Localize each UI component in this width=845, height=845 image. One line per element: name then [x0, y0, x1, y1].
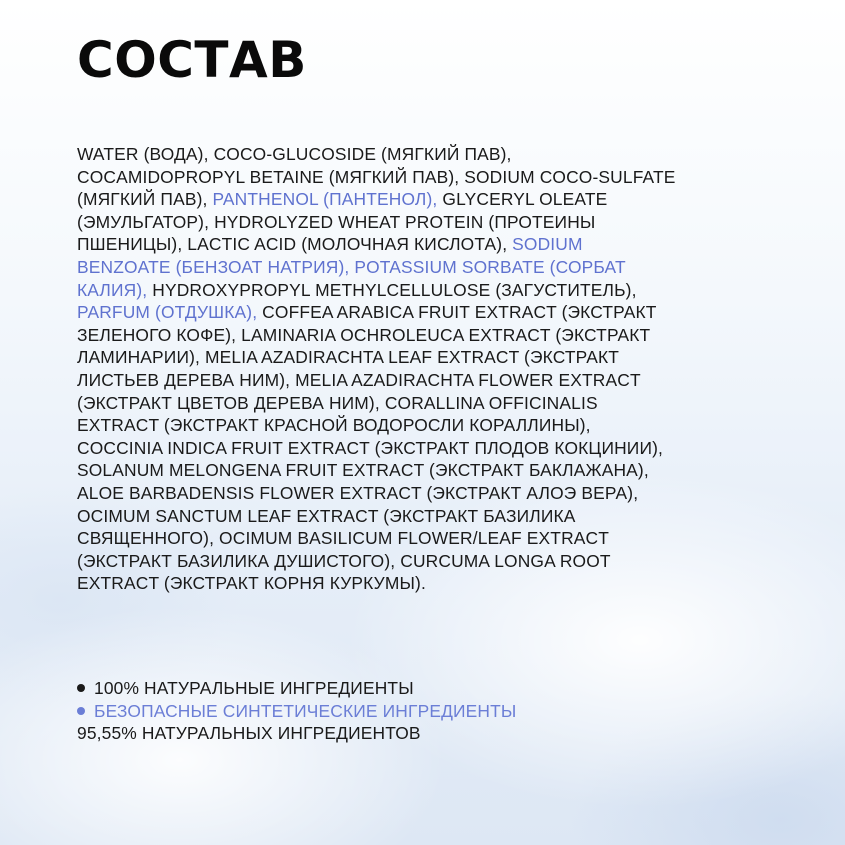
ingredient-segment-synthetic: SODIUM BENZOATE (БЕНЗОАТ НАТРИЯ), POTASSIUM SORBATE (СОРБАТ КАЛИЯ), — [77, 234, 626, 300]
ingredient-segment-synthetic: PANTHENOL (ПАНТЕНОЛ), — [212, 189, 438, 210]
legend-item-synthetic — [77, 700, 516, 723]
ingredient-list — [77, 143, 677, 595]
legend — [77, 677, 516, 745]
natural-percentage: 95,55% НАТУРАЛЬНЫХ ИНГРЕДИЕНТОВ — [77, 723, 421, 744]
legend-label-synthetic: БЕЗОПАСНЫЕ СИНТЕТИЧЕСКИЕ ИНГРЕДИЕНТЫ — [94, 700, 517, 721]
black-dot-icon — [77, 684, 85, 692]
ingredient-segment: COFFEA ARABICA FRUIT EXTRACT (ЭКСТРАКТ ЗЕЛЕНОГО КОФЕ), LAMINARIA OCHROLEUCA EXTRACT (ЭКСТРАКТ ЛАМИНАРИИ), MELIA AZADIRACHTA LEAF EXTRACT (ЭКСТРАКТ ЛИСТЬЕВ ДЕРЕВА НИМ), MELIA AZADIRACHTA FLOWER EXTRACT (ЭКСТРАКТ ЦВЕТОВ ДЕРЕВА НИМ), CORALLINA OFFICINALIS EXTRACT (ЭКСТРАКТ КРАСНОЙ ВОДОРОСЛИ КОРАЛЛИНЫ), COCCINIA INDICA FRUIT EXTRACT (ЭКСТРАКТ ПЛОДОВ КОКЦИНИИ), SOLANUM MELONGENA FRUIT EXTRACT (ЭКСТРАКТ БАКЛАЖАНА), ALOE BARBADENSIS FLOWER EXTRACT (ЭКСТРАКТ АЛОЭ ВЕРА), OCIMUM SANCTUM LEAF EXTRACT (ЭКСТРАКТ БАЗИЛИКА СВЯЩЕННОГО), OCIMUM BASILICUM FLOWER/LEAF EXTRACT (ЭКСТРАКТ БАЗИЛИКА ДУШИСТОГО), CURCUMA LONGA ROOT EXTRACT (ЭКСТРАКТ КОРНЯ КУРКУМЫ). — [77, 302, 664, 594]
legend-label-natural: 100% НАТУРАЛЬНЫЕ ИНГРЕДИЕНТЫ — [94, 678, 414, 698]
ingredient-segment: GLYCERYL OLEATE (ЭМУЛЬГАТОР), HYDROLYZED WHEAT PROTEIN (ПРОТЕИНЫ ПШЕНИЦЫ), LACTIC ACID (МОЛОЧНАЯ КИСЛОТА), — [77, 189, 608, 255]
ingredient-segment: WATER (ВОДА), COCO-GLUCOSIDE (МЯГКИЙ ПАВ), COCAMIDOPROPYL BETAINE (МЯГКИЙ ПАВ), SODIUM COCO-SULFATE (МЯГКИЙ ПАВ), — [77, 144, 676, 210]
page-title: СОСТАВ — [77, 31, 307, 89]
blue-dot-icon — [77, 707, 85, 715]
ingredient-segment: HYDROXYPROPYL METHYLCELLULOSE (ЗАГУСТИТЕЛЬ), — [147, 279, 637, 300]
legend-item-natural — [77, 677, 516, 700]
ingredient-segment-synthetic: PARFUM (ОТДУШКА), — [77, 302, 258, 323]
